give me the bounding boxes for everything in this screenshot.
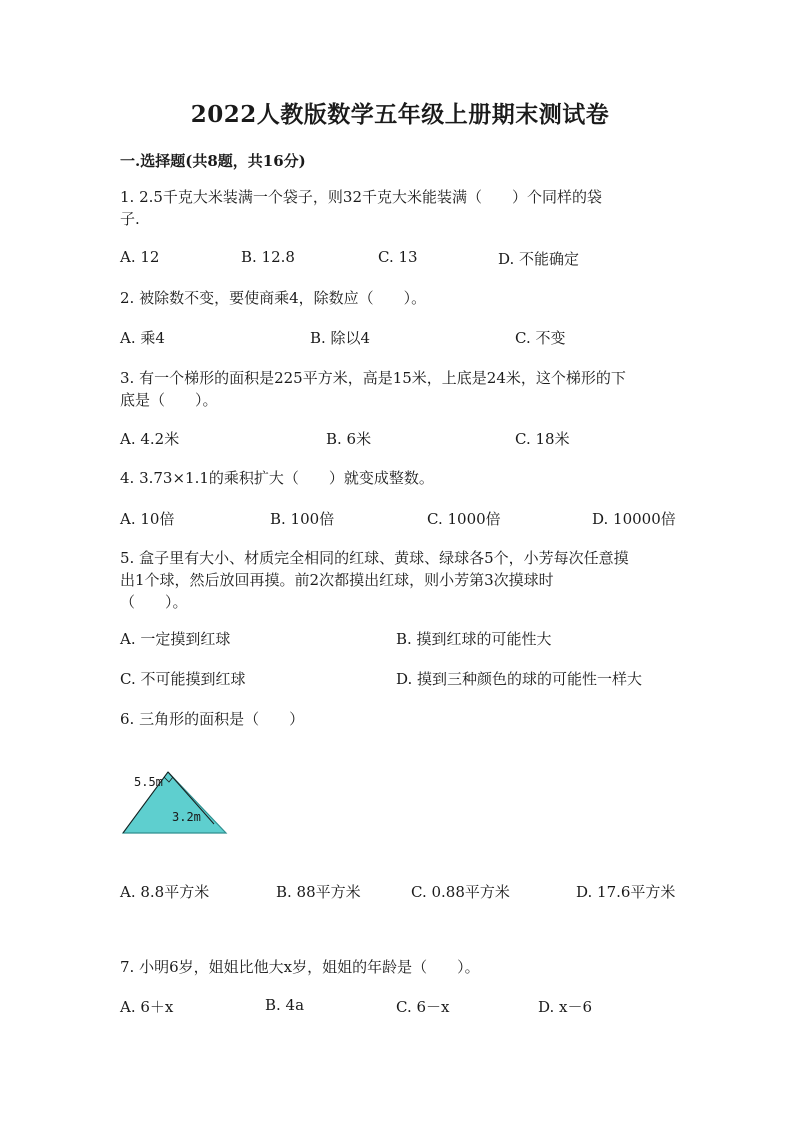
question-6-options [0,881,800,903]
question-1 [120,186,680,230]
option-a[interactable]: A. 12 [120,248,160,266]
question-4-options [0,508,800,530]
option-b[interactable]: B. 4a [265,996,305,1014]
option-b[interactable]: B. 摸到红球的可能性大 [396,630,552,648]
option-a[interactable]: A. 一定摸到红球 [120,630,231,648]
question-5 [120,547,680,613]
triangle-figure [120,770,230,836]
option-a[interactable]: A. 8.8平方米 [120,883,210,901]
question-5-options-row2 [0,668,800,690]
option-a[interactable]: A. 6＋x [120,998,174,1016]
option-c[interactable]: C. 0.88平方米 [411,883,510,901]
question-text-line: 6. 三角形的面积是（ ） [120,710,305,728]
option-a[interactable]: A. 乘4 [120,329,165,347]
question-text-line: 子. [120,210,140,228]
question-4 [120,467,680,489]
option-c[interactable]: C. 1000倍 [427,510,501,528]
question-2 [120,287,680,309]
question-3-options [0,428,800,450]
question-text-line: 2. 被除数不变，要使商乘4，除数应（ ）。 [120,289,427,307]
option-d[interactable]: D. x－6 [538,998,593,1016]
option-b[interactable]: B. 除以4 [310,329,371,347]
option-c[interactable]: C. 13 [378,248,418,266]
question-text-line: 5. 盒子里有大小、材质完全相同的红球、黄球、绿球各5个，小芳每次任意摸 [120,549,629,567]
option-b[interactable]: B. 6米 [326,430,372,448]
option-d[interactable]: D. 10000倍 [592,510,676,528]
question-text-line: 4. 3.73×1.1的乘积扩大（ ）就变成整数。 [120,469,434,487]
option-c[interactable]: C. 不可能摸到红球 [120,670,246,688]
question-text-line: 底是（ ）。 [120,391,218,409]
option-c[interactable]: C. 6－x [396,998,450,1016]
option-d[interactable]: D. 17.6平方米 [576,883,676,901]
option-c[interactable]: C. 18米 [515,430,570,448]
option-d[interactable]: D. 摸到三种颜色的球的可能性一样大 [396,670,643,688]
question-7-options [0,996,800,1018]
option-a[interactable]: A. 4.2米 [120,430,180,448]
question-6 [120,708,680,730]
page-title: 2022人教版数学五年级上册期末测试卷 [190,101,610,128]
question-7 [120,956,680,978]
option-a[interactable]: A. 10倍 [120,510,175,528]
section-heading: 一.选择题(共8题，共16分) [120,152,306,170]
question-text-line: 7. 小明6岁，姐姐比他大x岁，姐姐的年龄是（ ）。 [120,958,480,976]
option-b[interactable]: B. 12.8 [241,248,295,266]
question-5-options-row1 [0,628,800,650]
question-text-line: （ ）。 [120,593,188,611]
question-3 [120,367,680,411]
question-1-options [0,248,800,270]
question-text-line: 3. 有一个梯形的面积是225平方米，高是15米，上底是24米，这个梯形的下 [120,369,626,387]
option-c[interactable]: C. 不变 [515,329,566,347]
question-2-options [0,327,800,349]
option-d[interactable]: D. 不能确定 [498,250,580,268]
question-text-line: 1. 2.5千克大米装满一个袋子，则32千克大米能装满（ ）个同样的袋 [120,188,603,206]
option-b[interactable]: B. 88平方米 [276,883,361,901]
height-label: 3.2m [172,810,201,824]
side-label: 5.5m [134,775,163,789]
option-b[interactable]: B. 100倍 [270,510,335,528]
question-text-line: 出1个球，然后放回再摸。前2次都摸出红球，则小芳第3次摸球时 [120,571,554,589]
